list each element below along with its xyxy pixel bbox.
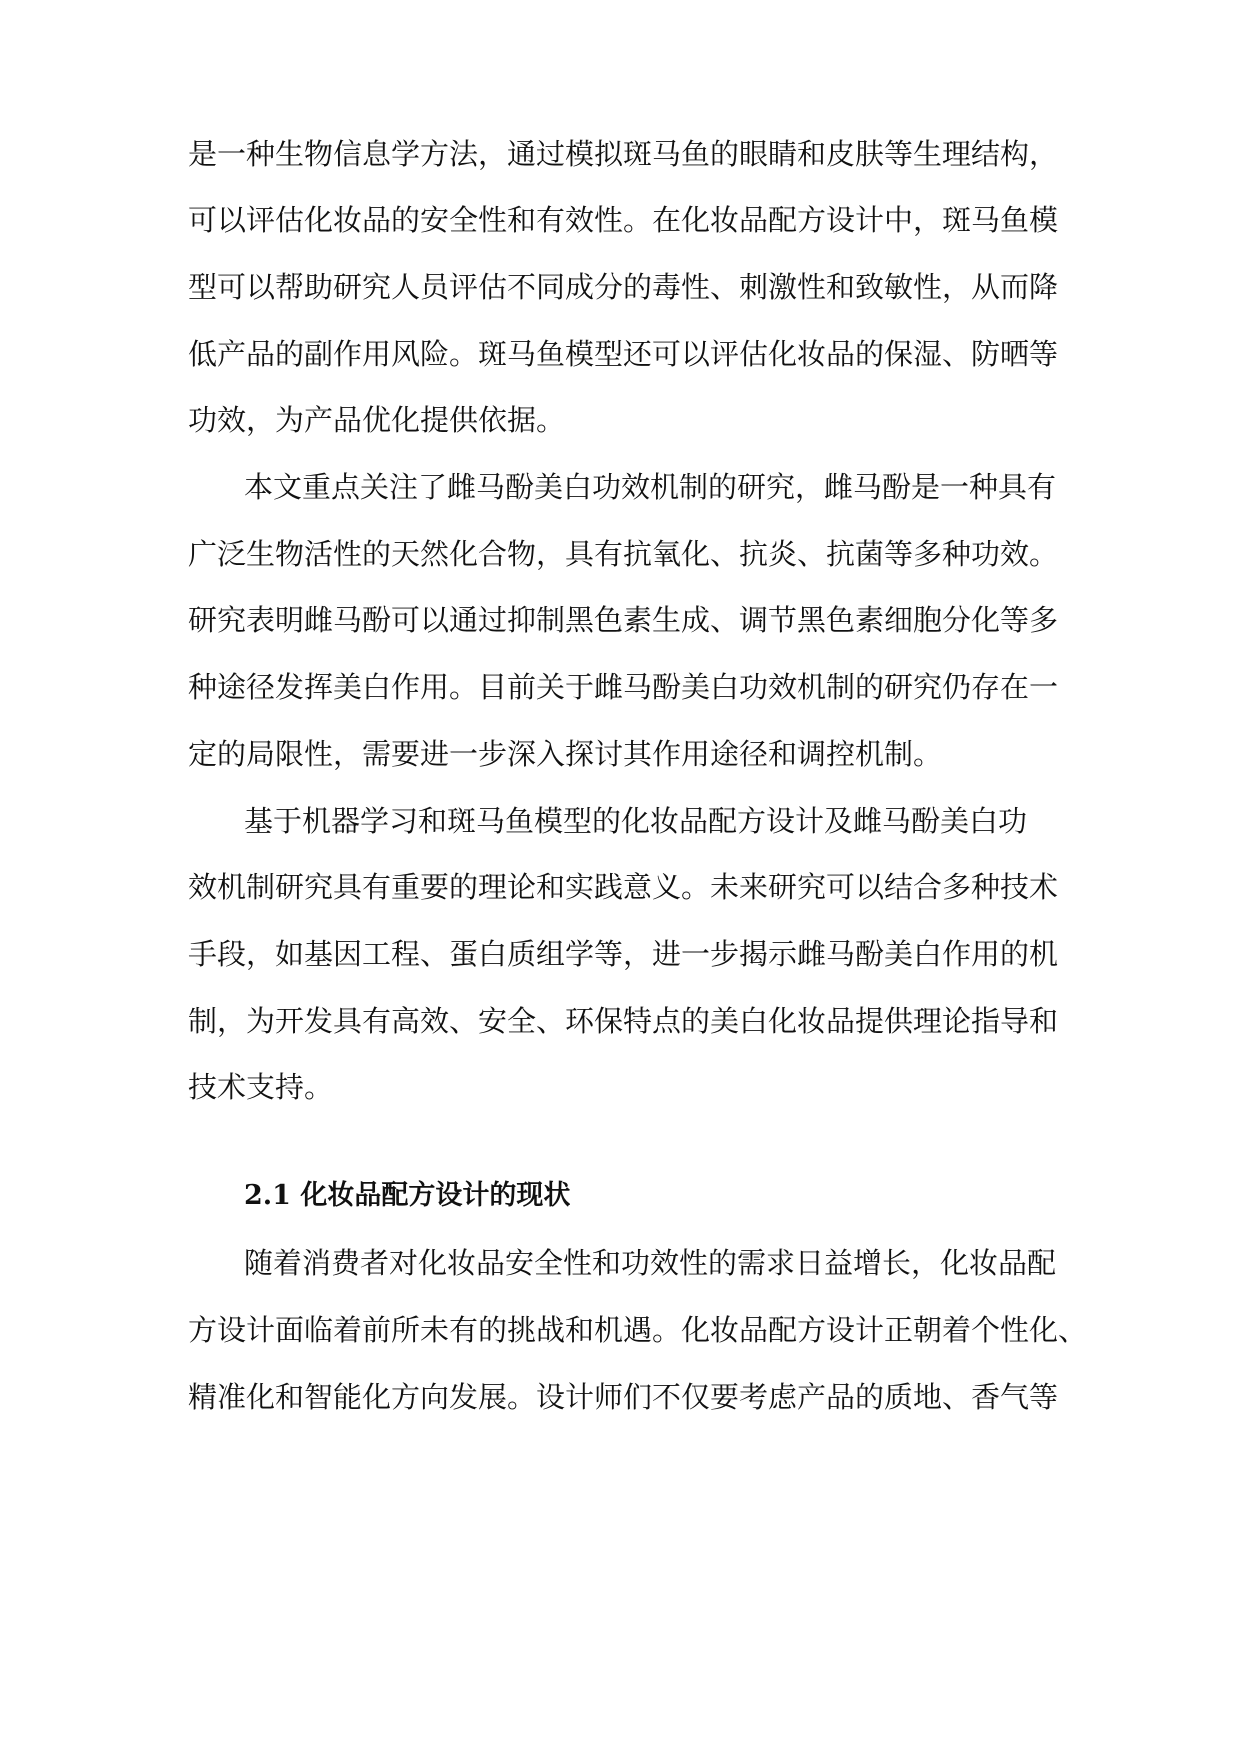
- paragraph-line: 制，为开发具有高效、安全、环保特点的美白化妆品提供理论指导和: [188, 1004, 1059, 1038]
- paragraph-line: 型可以帮助研究人员评估不同成分的毒性、刺激性和致敏性，从而降: [188, 270, 1059, 304]
- paragraph-line: 广泛生物活性的天然化合物，具有抗氧化、抗炎、抗菌等多种功效。: [188, 537, 1059, 571]
- paragraph-line: 技术支持。: [188, 1070, 334, 1104]
- paragraph-line: 效机制研究具有重要的理论和实践意义。未来研究可以结合多种技术: [188, 870, 1059, 904]
- paragraph-line: 可以评估化妆品的安全性和有效性。在化妆品配方设计中，斑马鱼模: [188, 203, 1059, 237]
- paragraph-line: 低产品的副作用风险。斑马鱼模型还可以评估化妆品的保湿、防晒等: [188, 337, 1059, 371]
- paragraph-line: 方设计面临着前所未有的挑战和机遇。化妆品配方设计正朝着个性化、: [188, 1313, 1088, 1347]
- paragraph-line: 定的局限性，需要进一步深入探讨其作用途径和调控机制。: [188, 737, 943, 771]
- paragraph-line: 精准化和智能化方向发展。设计师们不仅要考虑产品的质地、香气等: [188, 1380, 1059, 1414]
- paragraph-line: 功效，为产品优化提供依据。: [188, 403, 566, 437]
- paragraph-line: 基于机器学习和斑马鱼模型的化妆品配方设计及雌马酚美白功: [244, 804, 1028, 838]
- paragraph-line: 本文重点关注了雌马酚美白功效机制的研究，雌马酚是一种具有: [244, 470, 1057, 504]
- paragraph-line: 手段，如基因工程、蛋白质组学等，进一步揭示雌马酚美白作用的机: [188, 937, 1059, 971]
- paragraph-line: 研究表明雌马酚可以通过抑制黑色素生成、调节黑色素细胞分化等多: [188, 603, 1059, 637]
- section-heading: 2.1 化妆品配方设计的现状: [244, 1180, 571, 1211]
- paragraph-line: 随着消费者对化妆品安全性和功效性的需求日益增长，化妆品配: [244, 1246, 1057, 1280]
- paragraph-line: 是一种生物信息学方法，通过模拟斑马鱼的眼睛和皮肤等生理结构，: [188, 137, 1059, 171]
- paragraph-line: 种途径发挥美白作用。目前关于雌马酚美白功效机制的研究仍存在一: [188, 670, 1059, 704]
